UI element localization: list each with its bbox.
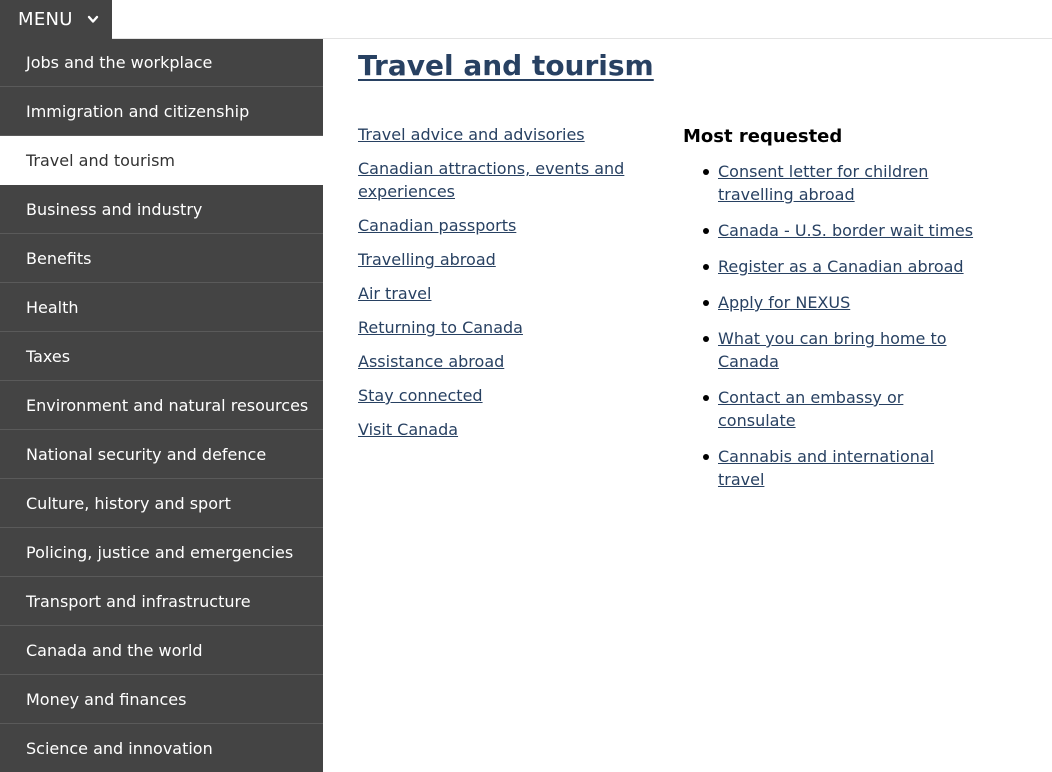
sidebar-item-culture[interactable]	[0, 479, 323, 528]
topic-link[interactable]: Assistance abroad	[358, 352, 505, 371]
sidebar-item-canada-world[interactable]	[0, 626, 323, 675]
menu-button[interactable]	[0, 0, 112, 39]
topic-links	[358, 123, 648, 452]
sidebar-item-label: Transport and infrastructure	[26, 591, 251, 611]
main-content	[323, 39, 1052, 772]
list-item	[683, 445, 983, 491]
topic-link[interactable]: Returning to Canada	[358, 318, 523, 337]
sidebar-item-label: Science and innovation	[26, 738, 213, 758]
sidebar-item-transport[interactable]	[0, 577, 323, 626]
list-item	[683, 327, 983, 373]
sidebar-item-label: Business and industry	[26, 199, 203, 219]
page-title[interactable]: Travel and tourism	[358, 49, 654, 82]
bullet-icon	[703, 264, 709, 270]
sidebar-item-label: Money and finances	[26, 689, 187, 709]
sidebar-nav	[0, 39, 323, 772]
sidebar-item-label: Health	[26, 297, 79, 317]
sidebar-item-label: Benefits	[26, 248, 92, 268]
list-item	[683, 291, 983, 314]
sidebar-item-label: Immigration and citizenship	[26, 101, 250, 121]
sidebar-item-taxes[interactable]	[0, 332, 323, 381]
requested-link[interactable]: Register as a Canadian abroad	[718, 257, 964, 276]
requested-link[interactable]: Contact an embassy or consulate	[718, 388, 904, 430]
requested-link[interactable]: Consent letter for children travelling abroad	[718, 162, 929, 204]
chevron-down-icon	[87, 15, 99, 25]
sidebar-item-label: Canada and the world	[26, 640, 203, 660]
top-bar	[0, 0, 1052, 39]
sidebar-item-label: Travel and tourism	[26, 150, 175, 170]
sidebar-item-label: Jobs and the workplace	[26, 53, 213, 72]
bullet-icon	[703, 228, 709, 234]
menu-label: MENU	[18, 9, 73, 30]
bullet-icon	[703, 336, 709, 342]
requested-link[interactable]: Canada - U.S. border wait times	[718, 221, 974, 240]
topic-link[interactable]: Canadian attractions, events and experiences	[358, 159, 625, 201]
most-requested-section	[683, 125, 983, 504]
list-item	[683, 219, 983, 242]
sidebar-item-environment[interactable]	[0, 381, 323, 430]
list-item	[683, 386, 983, 432]
sidebar-item-business[interactable]	[0, 185, 323, 234]
list-item	[683, 255, 983, 278]
list-item	[683, 160, 983, 206]
sidebar-item-jobs[interactable]	[0, 39, 323, 87]
most-requested-list	[683, 160, 983, 491]
sidebar-item-health[interactable]	[0, 283, 323, 332]
sidebar-item-money[interactable]	[0, 675, 323, 724]
requested-link[interactable]: Apply for NEXUS	[718, 293, 851, 312]
topic-link[interactable]: Air travel	[358, 284, 432, 303]
requested-link[interactable]: What you can bring home to Canada	[718, 329, 947, 371]
sidebar-item-policing[interactable]	[0, 528, 323, 577]
bullet-icon	[703, 300, 709, 306]
bullet-icon	[703, 395, 709, 401]
topic-link[interactable]: Travel advice and advisories	[358, 125, 585, 144]
sidebar-item-security[interactable]	[0, 430, 323, 479]
topic-link[interactable]: Stay connected	[358, 386, 483, 405]
sidebar-item-label: National security and defence	[26, 444, 267, 464]
sidebar-item-label: Taxes	[26, 346, 71, 366]
sidebar-item-travel[interactable]	[0, 136, 323, 185]
sidebar-item-label: Environment and natural resources	[26, 395, 309, 415]
requested-link[interactable]: Cannabis and international travel	[718, 447, 935, 489]
bullet-icon	[703, 454, 709, 460]
topic-link[interactable]: Visit Canada	[358, 420, 459, 439]
bullet-icon	[703, 169, 709, 175]
sidebar-item-label: Policing, justice and emergencies	[26, 542, 294, 562]
sidebar-item-science[interactable]	[0, 724, 323, 772]
sidebar-item-label: Culture, history and sport	[26, 493, 231, 513]
topic-link[interactable]: Travelling abroad	[358, 250, 496, 269]
sidebar-item-immigration[interactable]	[0, 87, 323, 136]
topic-link[interactable]: Canadian passports	[358, 216, 517, 235]
most-requested-heading: Most requested	[683, 126, 843, 147]
sidebar-item-benefits[interactable]	[0, 234, 323, 283]
